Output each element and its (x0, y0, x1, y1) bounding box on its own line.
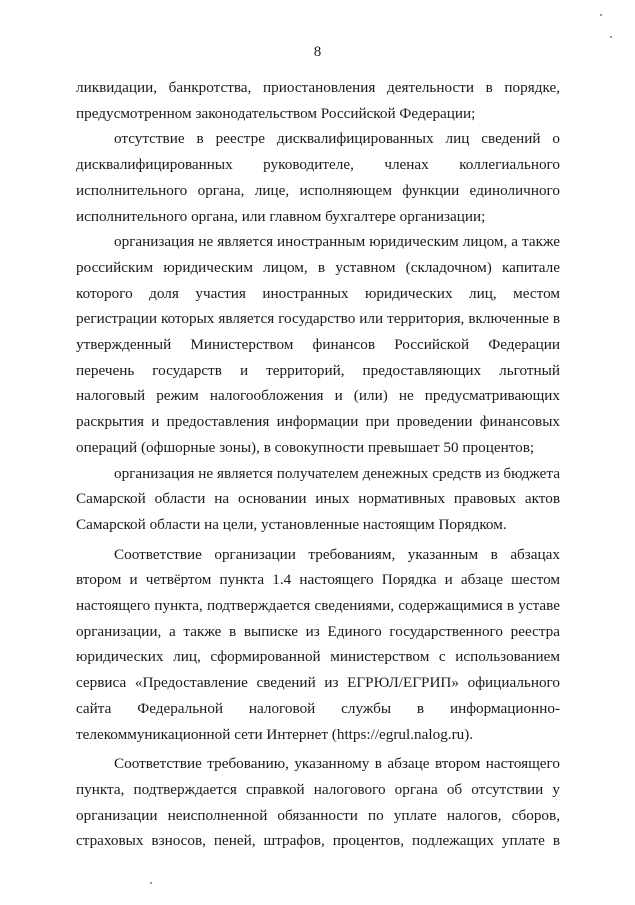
paragraph-foreign-entity: организация не является иностранным юридическим лицом, а также российским юридическим лицом, в уставном (складочном) капитале которого доля участия иностранных юридических лиц, местом регистрации которых является государство или территория, включенные в утвержденный Министерством финансов Российской Федерации перечень государств и территорий, предоставляющих льготный налоговый режим налогообложения и (или) не предусматривающих раскрытия и предоставления информации при проведении финансовых операций (офшорные зоны), в совокупности превышает 50 процентов; (76, 233, 560, 456)
paragraph-budget-recipient: организация не является получателем денежных средств из бюджета Самарской области на основании иных нормативных правовых актов Самарской области на цели, установленные настоящим Порядком. (76, 464, 560, 533)
scan-speck (150, 882, 152, 884)
scan-speck (610, 36, 612, 38)
paragraph-tax-certificate: Соответствие требованию, указанному в абзаце втором настоящего пункта, подтверждается справкой налогового органа об отсутствии у организации неисполненной обязанности по уплате налогов, сборов, страховых взносов, пеней, штрафов, процентов, подлежащих уплате в (76, 755, 560, 850)
paragraph-disqualified-registry: отсутствие в реестре дисквалифицированных лиц сведений о дисквалифицированных руководителе, членах коллегиального исполнительного органа, лице, исполняющем функции единоличного исполнительного органа, или главном бухгалтере организации; (76, 130, 560, 225)
document-body (76, 75, 560, 854)
paragraph-compliance-egrul: Соответствие организации требованиям, указанным в абзацах втором и четвёртом пункта 1.4 настоящего Порядка и абзаце шестом настоящего пункта, подтверждается сведениями, содержащимися в уставе организации, а также в выписке из Единого государственного реестра юридических лиц, сформированной министерством с использованием сервиса «Предоставление сведений из ЕГРЮЛ/ЕГРИП» официального сайта Федеральной налоговой службы в информационно-телекоммуникационной сети Интернет (https://egrul.nalog.ru). (76, 545, 560, 743)
paragraph-liquidation: ликвидации, банкротства, приостановления деятельности в порядке, предусмотренном законодательством Российской Федерации; (76, 79, 560, 122)
page-number: 8 (313, 44, 322, 60)
scan-speck (600, 14, 602, 16)
